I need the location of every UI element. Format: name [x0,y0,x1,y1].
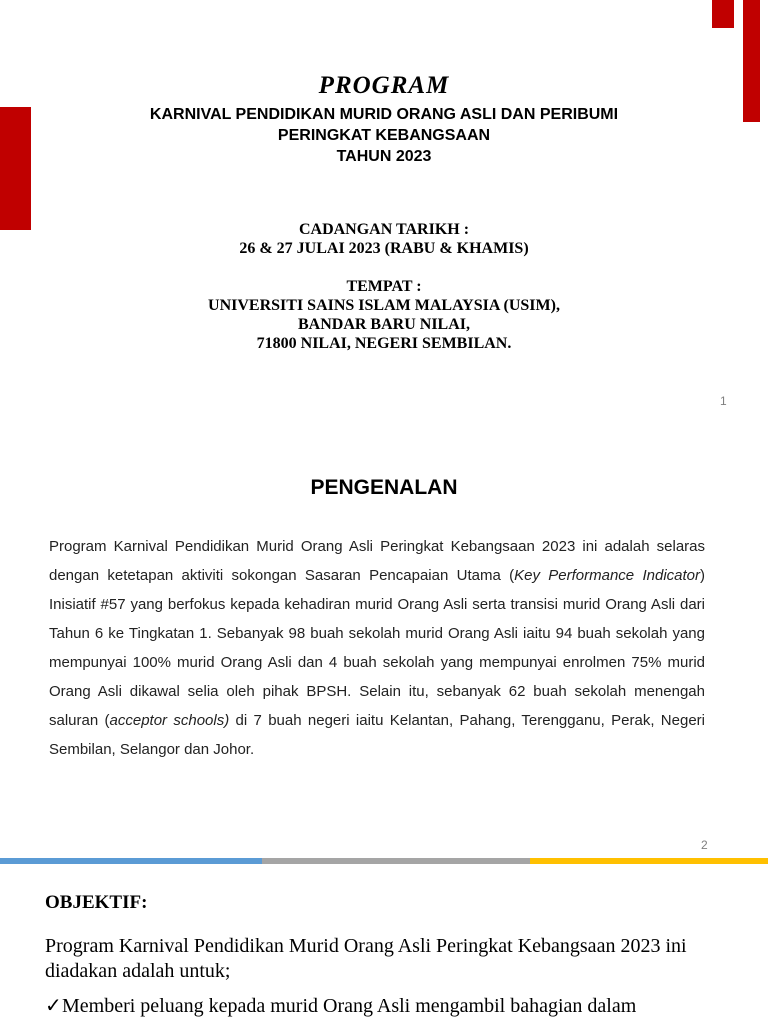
section-title-pengenalan: PENGENALAN [310,476,458,499]
event-title-block [0,104,768,167]
venue-block [0,277,768,353]
date-label: CADANGAN TARIKH : [298,221,470,238]
para-italic-kpi: Key Performance Indicator [514,567,700,584]
program-title: PROGRAM [318,72,450,99]
page-number: 1 [720,394,727,408]
slide-3 [0,864,768,1024]
para-text-1: Program Karnival Pendidikan Murid Orang Asli Peringkat Kebangsaan 2023 ini adalah selaras dengan ketetapan aktiviti sokongan Sasaran Pencapaian Utama ( [49,538,705,584]
objective-item [45,994,745,1019]
red-accent-bar-top-right-short [712,0,734,28]
venue-line-3: 71800 NILAI, NEGERI SEMBILAN. [256,335,512,352]
venue-label: TEMPAT : [346,278,422,295]
checkmark-icon: ✓ [45,995,62,1017]
para-text-3: di 7 buah negeri iaitu Kelantan, Pahang, Terengganu, Perak, Negeri Sembilan, Selangor dan Johor. [49,712,705,758]
section-title-objektif: OBJEKTIF: [45,892,148,913]
objective-intro: Program Karnival Pendidikan Murid Orang Asli Peringkat Kebangsaan 2023 ini diadakan adalah untuk; [45,935,687,982]
venue-line-2: BANDAR BARU NILAI, [297,316,470,333]
slide-1 [0,0,768,426]
objective-item-text: Memberi peluang kepada murid Orang Asli mengambil bahagian dalam [62,995,637,1017]
event-title-line-2: PERINGKAT KEBANGSAAN [277,127,491,144]
date-value: 26 & 27 JULAI 2023 (RABU & KHAMIS) [239,240,529,257]
date-block [0,220,768,258]
event-title-line-3: TAHUN 2023 [336,148,432,165]
venue-line-1: UNIVERSITI SAINS ISLAM MALAYSIA (USIM), [208,297,560,314]
page-number: 2 [701,838,708,852]
para-italic-acceptor: acceptor schools) [109,712,230,729]
introduction-paragraph [49,532,705,764]
slide-2 [0,432,768,858]
para-text-2: ) Inisiatif #57 yang berfokus kepada kehadiran murid Orang Asli serta transisi murid Orang Asli dari Tahun 6 ke Tingkatan 1. Sebanyak 98 buah sekolah murid Orang Asli iaitu 94 buah sekolah yang mempunyai 100% murid Orang Asli dan 4 buah sekolah yang mempunyai enrolmen 75% murid Orang Asli dikawal selia oleh pihak BPSH. Selain itu, sebanyak 62 buah sekolah menengah saluran ( [49,567,705,729]
event-title-line-1: KARNIVAL PENDIDIKAN MURID ORANG ASLI DAN PERIBUMI [149,106,619,123]
